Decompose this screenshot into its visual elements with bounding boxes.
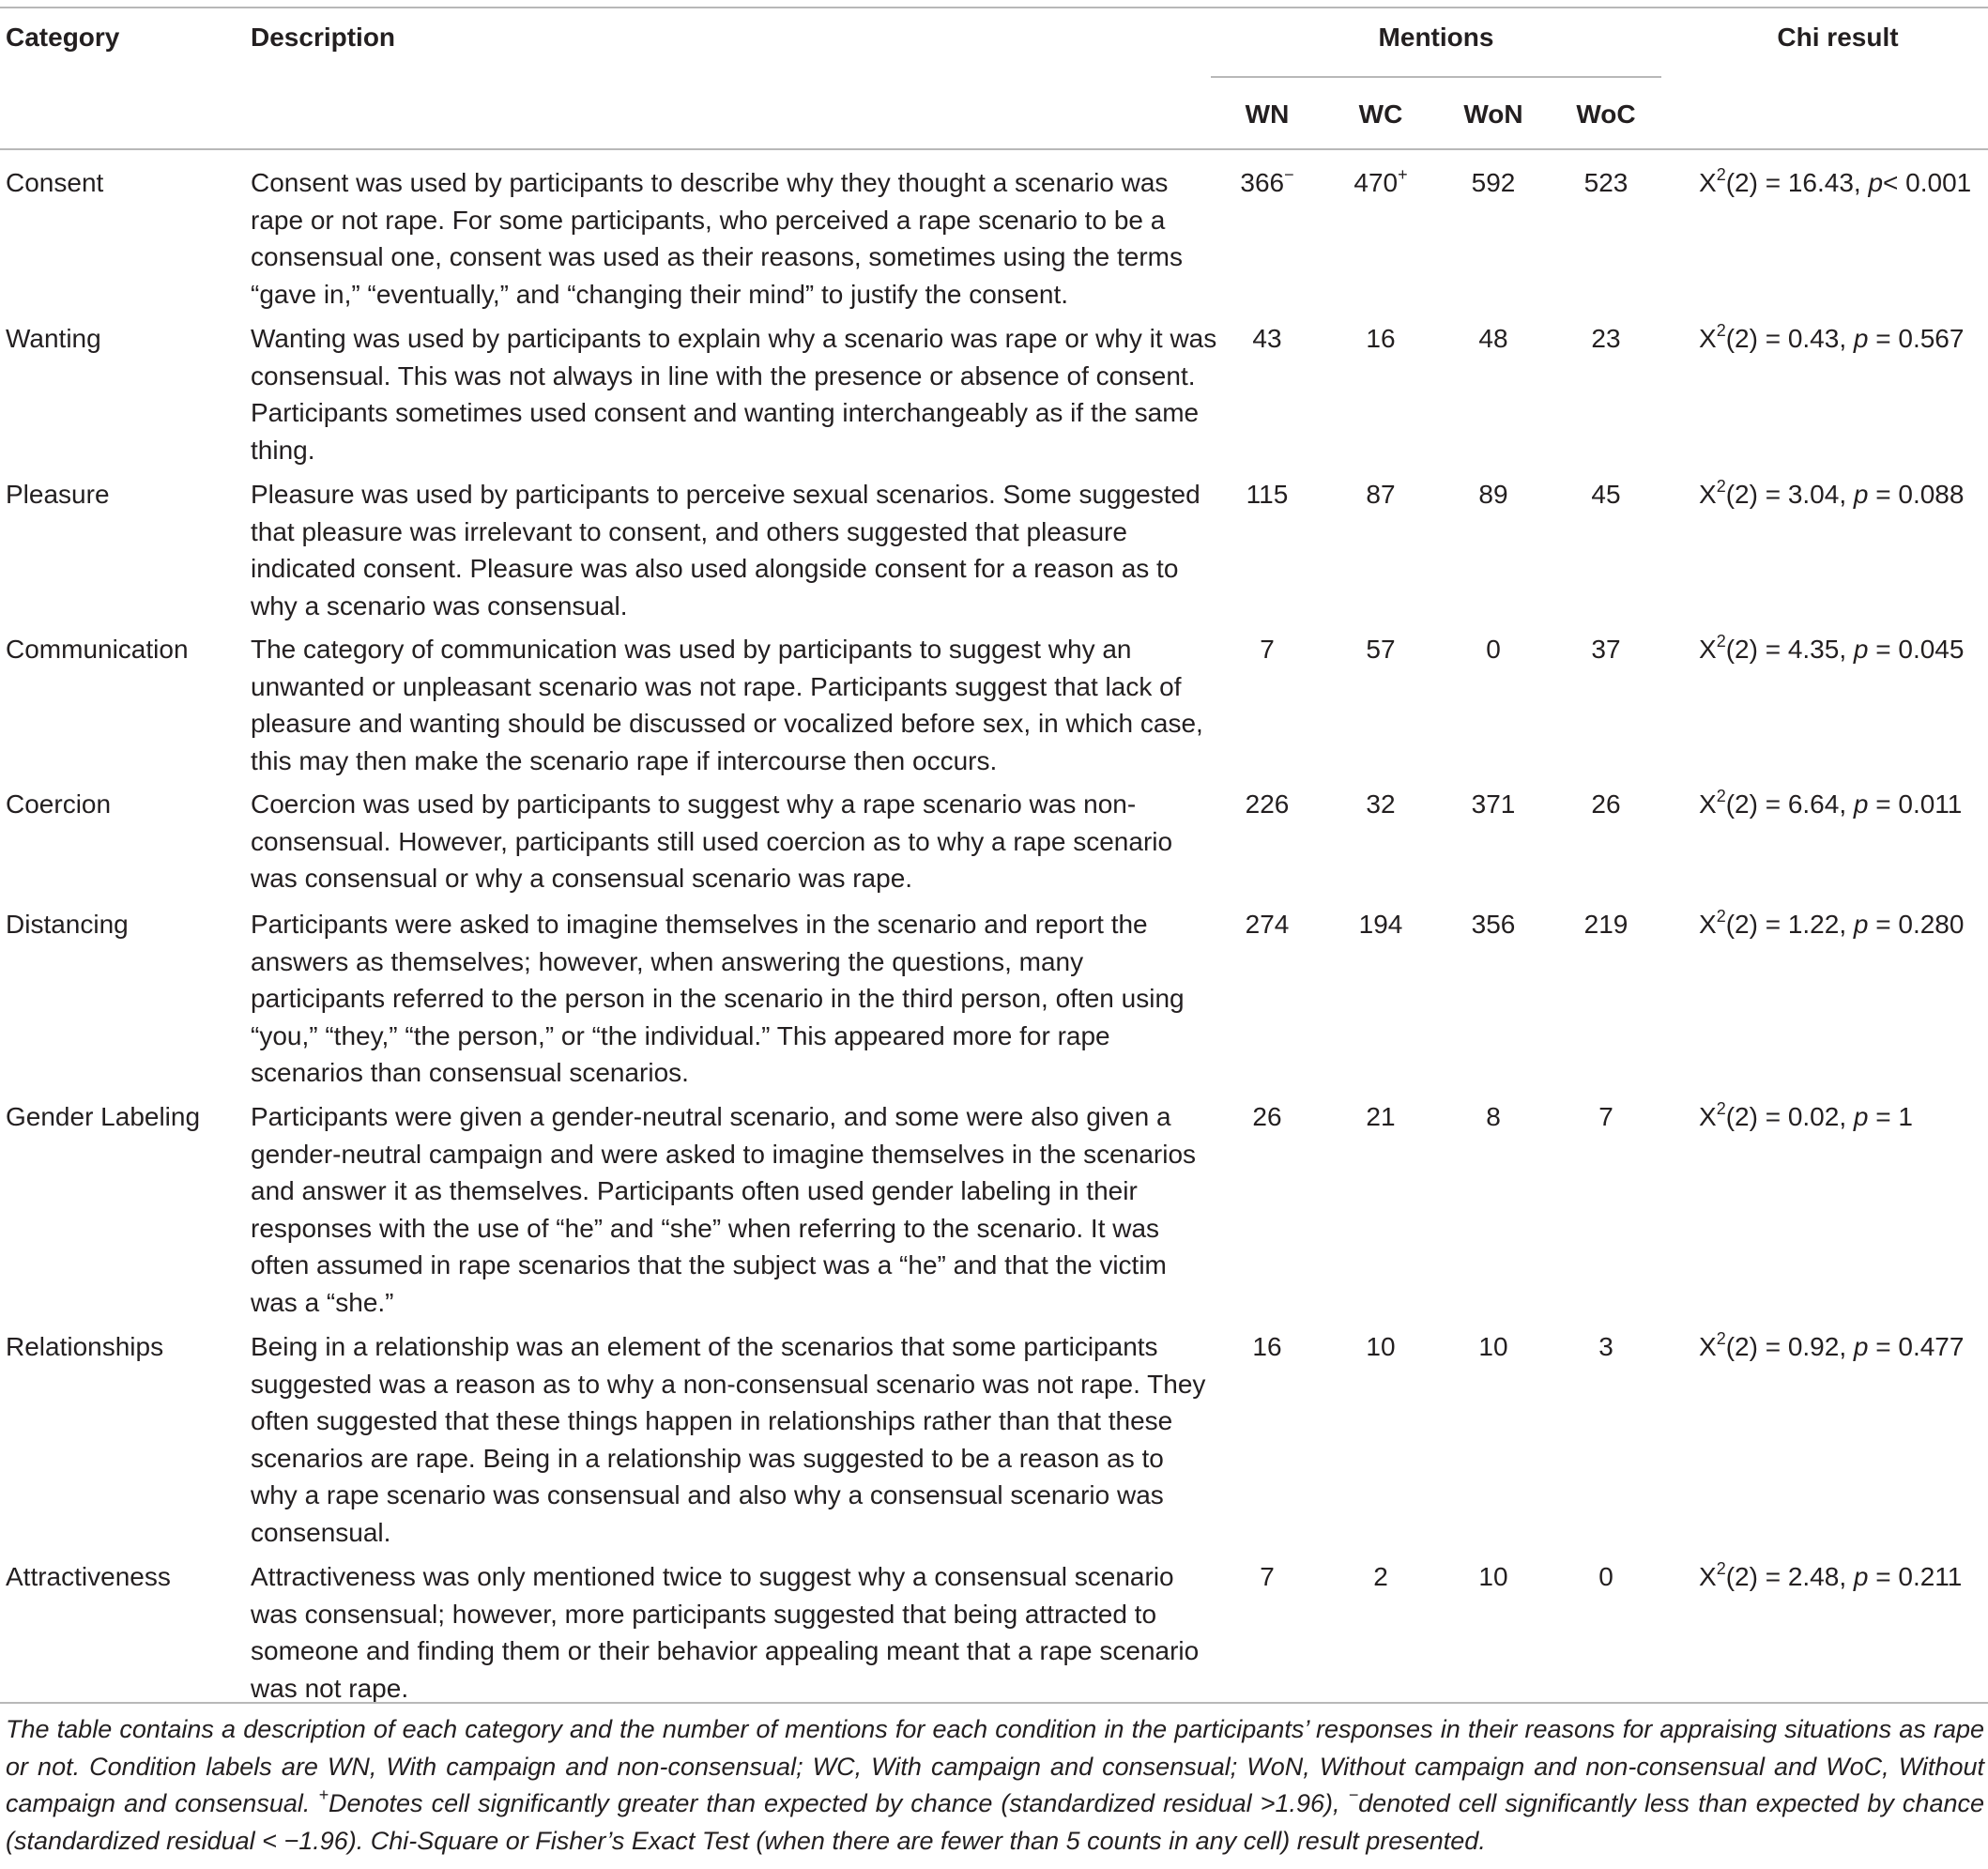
- mentions-value: 274: [1245, 910, 1290, 939]
- chi-statistic: (2) = 3.04,: [1725, 480, 1854, 509]
- p-value: = 0.088: [1868, 480, 1965, 509]
- footnote-text-3: denoted cell significantly less than expected by chance (standardized residual < −1.96). Chi-Square or Fisher’s Exact Test (when there are fewer than 5 counts in any cell) result presented.: [6, 1789, 1984, 1855]
- table-top-rule: [0, 7, 1988, 8]
- mentions-value: 10: [1478, 1562, 1508, 1591]
- chi-result-cell: [1699, 631, 1964, 668]
- category-cell: Gender Labeling: [6, 1102, 201, 1131]
- mentions-value: 23: [1591, 324, 1621, 353]
- p-value: = 0.280: [1868, 910, 1965, 939]
- p-symbol: p: [1853, 1562, 1869, 1591]
- mentions-wc-cell: [1334, 1328, 1428, 1366]
- chi-statistic: (2) = 4.35,: [1725, 635, 1854, 664]
- mentions-wc-cell: [1334, 476, 1428, 513]
- mentions-won-cell: [1446, 786, 1540, 823]
- mentions-woc-cell: [1559, 1098, 1653, 1136]
- mentions-value: 48: [1478, 324, 1508, 353]
- mentions-value: 0: [1598, 1562, 1613, 1591]
- mentions-value: 57: [1366, 635, 1396, 664]
- minus-marker: −: [1348, 1785, 1359, 1804]
- chi-statistic: (2) = 0.92,: [1725, 1332, 1854, 1361]
- mentions-wn-cell: [1220, 164, 1314, 202]
- mentions-won-cell: [1446, 1098, 1540, 1136]
- mentions-woc-cell: [1559, 906, 1653, 943]
- header-description: Description: [251, 23, 396, 52]
- chi-symbol: X: [1699, 1102, 1717, 1131]
- mentions-wn-cell: [1220, 1328, 1314, 1366]
- category-cell: Communication: [6, 635, 189, 664]
- mentions-won-cell: [1446, 476, 1540, 513]
- mentions-woc-cell: [1559, 476, 1653, 513]
- header-woc: WoC: [1576, 100, 1636, 129]
- chi-symbol: X: [1699, 789, 1717, 819]
- mentions-value: 356: [1471, 910, 1516, 939]
- chi-superscript: 2: [1716, 164, 1726, 184]
- mentions-wc-cell: [1334, 320, 1428, 358]
- mentions-value: 470: [1353, 168, 1399, 197]
- mentions-woc-cell: [1559, 786, 1653, 823]
- mentions-wn-cell: [1220, 906, 1314, 943]
- mentions-value: 7: [1598, 1102, 1613, 1131]
- description-cell: Coercion was used by participants to suggest why a rape scenario was non-consensual. However, participants still used coercion as to why a rape scenario was consensual or why a consensual scenario was rape.: [251, 789, 1173, 893]
- chi-superscript: 2: [1716, 1098, 1726, 1118]
- mentions-wn-cell: [1220, 320, 1314, 358]
- p-value: < 0.001: [1883, 168, 1972, 197]
- mentions-value: 16: [1252, 1332, 1282, 1361]
- p-symbol: p: [1853, 1102, 1869, 1131]
- p-value: = 0.045: [1868, 635, 1965, 664]
- description-cell: The category of communication was used by participants to suggest why an unwanted or unpleasant scenario was not rape. Participants suggest that lack of pleasure and wanting should be discussed or vocalized before sex, in which case, this may then make the scenario rape if intercourse then occurs.: [251, 635, 1203, 775]
- mentions-value: 226: [1245, 789, 1290, 819]
- mentions-value: 371: [1471, 789, 1516, 819]
- mentions-wc-cell: [1334, 1098, 1428, 1136]
- chi-result-cell: [1699, 476, 1964, 513]
- mentions-value: 26: [1591, 789, 1621, 819]
- chi-superscript: 2: [1716, 906, 1726, 926]
- mentions-woc-cell: [1559, 1328, 1653, 1366]
- category-cell: Consent: [6, 168, 104, 197]
- mentions-value: 10: [1366, 1332, 1396, 1361]
- p-symbol: p: [1853, 789, 1869, 819]
- category-cell: Wanting: [6, 324, 101, 353]
- mentions-value: 45: [1591, 480, 1621, 509]
- mentions-won-cell: [1446, 1328, 1540, 1366]
- chi-statistic: (2) = 0.43,: [1725, 324, 1854, 353]
- category-cell: Coercion: [6, 789, 112, 819]
- mentions-woc-cell: [1559, 164, 1653, 202]
- mentions-value: 26: [1252, 1102, 1282, 1131]
- p-value: = 0.477: [1868, 1332, 1965, 1361]
- chi-symbol: X: [1699, 1332, 1717, 1361]
- mentions-value: 115: [1246, 480, 1289, 509]
- p-value: = 0.011: [1868, 789, 1963, 819]
- header-won: WoN: [1463, 100, 1523, 129]
- description-cell: Attractiveness was only mentioned twice to suggest why a consensual scenario was consensual; however, more participants suggested that being attracted to someone and finding them or their behavior appealing meant that a rape scenario was not rape.: [251, 1562, 1200, 1703]
- mentions-value: 2: [1373, 1562, 1388, 1591]
- mentions-value: 43: [1252, 324, 1282, 353]
- chi-statistic: (2) = 2.48,: [1725, 1562, 1854, 1591]
- p-value: = 0.211: [1868, 1562, 1963, 1591]
- mentions-woc-cell: [1559, 1558, 1653, 1596]
- p-symbol: p: [1853, 635, 1869, 664]
- mentions-wn-cell: [1220, 1098, 1314, 1136]
- mentions-value: 219: [1583, 910, 1629, 939]
- mentions-wn-cell: [1220, 786, 1314, 823]
- mentions-woc-cell: [1559, 320, 1653, 358]
- mentions-won-cell: [1446, 164, 1540, 202]
- chi-result-cell: [1699, 1328, 1964, 1366]
- chi-superscript: 2: [1716, 476, 1726, 496]
- category-cell: Attractiveness: [6, 1562, 171, 1591]
- description-cell: Pleasure was used by participants to perceive sexual scenarios. Some suggested that pleasure was irrelevant to consent, and others suggested that pleasure indicated consent. Pleasure was also used alongside consent for a reason as to why a scenario was consensual.: [251, 480, 1200, 620]
- category-cell: Pleasure: [6, 480, 110, 509]
- mentions-wc-cell: [1334, 164, 1428, 202]
- mentions-value: 523: [1583, 168, 1629, 197]
- mentions-wn-cell: [1220, 1558, 1314, 1596]
- plus-marker: +: [318, 1785, 329, 1804]
- table-bottom-rule: [0, 1702, 1988, 1704]
- category-cell: Distancing: [6, 910, 129, 939]
- chi-superscript: 2: [1716, 1328, 1726, 1348]
- mentions-won-cell: [1446, 320, 1540, 358]
- significance-marker: +: [1398, 164, 1408, 184]
- mentions-value: 16: [1366, 324, 1396, 353]
- p-symbol: p: [1853, 1332, 1869, 1361]
- chi-symbol: X: [1699, 635, 1717, 664]
- mentions-won-cell: [1446, 631, 1540, 668]
- mentions-wn-cell: [1220, 631, 1314, 668]
- mentions-value: 0: [1486, 635, 1501, 664]
- mentions-rule: [1211, 76, 1661, 78]
- chi-result-cell: [1699, 1558, 1962, 1596]
- footnote-text-2: Denotes cell significantly greater than expected by chance (standardized residual >1.96),: [328, 1789, 1349, 1817]
- table-footnote: [6, 1711, 1984, 1860]
- chi-symbol: X: [1699, 324, 1717, 353]
- chi-superscript: 2: [1716, 1558, 1726, 1578]
- description-cell: Being in a relationship was an element of the scenarios that some participants suggested was a reason as to why a non-consensual scenario was not rape. They often suggested that these things happen in relationships rather than that these scenarios are rape. Being in a relationship was suggested to be a reason as to why a rape scenario was consensual and also why a consensual scenario was consensual.: [251, 1332, 1206, 1547]
- mentions-woc-cell: [1559, 631, 1653, 668]
- chi-result-cell: [1699, 786, 1962, 823]
- description-cell: Wanting was used by participants to explain why a scenario was rape or why it was consensual. This was not always in line with the presence or absence of consent. Participants sometimes used consent and wanting interchangeably as if the same thing.: [251, 324, 1217, 465]
- header-wc: WC: [1358, 100, 1403, 129]
- chi-symbol: X: [1699, 910, 1717, 939]
- mentions-won-cell: [1446, 1558, 1540, 1596]
- header-rule: [0, 148, 1988, 150]
- significance-marker: −: [1284, 164, 1294, 184]
- mentions-won-cell: [1446, 906, 1540, 943]
- chi-symbol: X: [1699, 480, 1717, 509]
- chi-statistic: (2) = 16.43,: [1725, 168, 1869, 197]
- p-symbol: p: [1853, 910, 1869, 939]
- mentions-wc-cell: [1334, 1558, 1428, 1596]
- chi-result-cell: [1699, 320, 1964, 358]
- header-category: Category: [6, 23, 120, 52]
- mentions-wc-cell: [1334, 786, 1428, 823]
- chi-statistic: (2) = 6.64,: [1725, 789, 1854, 819]
- header-wn: WN: [1245, 100, 1290, 129]
- chi-superscript: 2: [1716, 320, 1726, 340]
- footnote-text-1: The table contains a description of each category and the number of mentions for each condition in the participants’ responses in their reasons for appraising situations as rape or not. Condition labels are WN, With campaign and non-consensual; WC, With campaign and consensual; WoN, Without campaign and non-consensual and WoC, Without campaign and consensual.: [6, 1715, 1984, 1817]
- mentions-value: 7: [1260, 635, 1275, 664]
- mentions-value: 87: [1366, 480, 1396, 509]
- description-cell: Participants were given a gender-neutral scenario, and some were also given a gender-neutral campaign and were asked to imagine themselves in the scenarios and answer it as themselves. Participants often used gender labeling in their responses with the use of “he” and “she” when referring to the scenario. It was often assumed in rape scenarios that the subject was a “he” and that the victim was a “she.”: [251, 1102, 1197, 1317]
- mentions-wc-cell: [1334, 631, 1428, 668]
- mentions-value: 194: [1358, 910, 1403, 939]
- chi-symbol: X: [1699, 168, 1717, 197]
- p-symbol: p: [1853, 480, 1869, 509]
- header-chi-result: Chi result: [1777, 23, 1899, 52]
- mentions-value: 3: [1598, 1332, 1613, 1361]
- mentions-wc-cell: [1334, 906, 1428, 943]
- description-cell: Participants were asked to imagine themselves in the scenario and report the answers as themselves; however, when answering the questions, many participants referred to the person in the scenario in the third person, often using “you,” “they,” “the person,” or “the individual.” This appeared more for rape scenarios than consensual scenarios.: [251, 910, 1185, 1087]
- mentions-value: 37: [1591, 635, 1621, 664]
- mentions-value: 366: [1240, 168, 1285, 197]
- description-cell: Consent was used by participants to describe why they thought a scenario was rape or not rape. For some participants, who perceived a rape scenario to be a consensual one, consent was used as their reasons, sometimes using the terms “gave in,” “eventually,” and “changing their mind” to justify the consent.: [251, 168, 1183, 309]
- p-value: = 1: [1868, 1102, 1913, 1131]
- chi-result-cell: [1699, 906, 1964, 943]
- mentions-value: 21: [1366, 1102, 1396, 1131]
- p-symbol: p: [1868, 168, 1884, 197]
- chi-symbol: X: [1699, 1562, 1717, 1591]
- mentions-value: 8: [1486, 1102, 1501, 1131]
- category-cell: Relationships: [6, 1332, 164, 1361]
- mentions-wn-cell: [1220, 476, 1314, 513]
- chi-superscript: 2: [1716, 786, 1726, 805]
- chi-statistic: (2) = 1.22,: [1725, 910, 1854, 939]
- p-value: = 0.567: [1868, 324, 1965, 353]
- mentions-value: 7: [1260, 1562, 1275, 1591]
- p-symbol: p: [1853, 324, 1869, 353]
- mentions-value: 89: [1478, 480, 1508, 509]
- chi-statistic: (2) = 0.02,: [1725, 1102, 1854, 1131]
- header-mentions: Mentions: [1378, 23, 1494, 52]
- mentions-value: 592: [1471, 168, 1516, 197]
- chi-superscript: 2: [1716, 631, 1726, 651]
- mentions-value: 32: [1366, 789, 1396, 819]
- chi-result-cell: [1699, 164, 1971, 202]
- mentions-value: 10: [1478, 1332, 1508, 1361]
- chi-result-cell: [1699, 1098, 1913, 1136]
